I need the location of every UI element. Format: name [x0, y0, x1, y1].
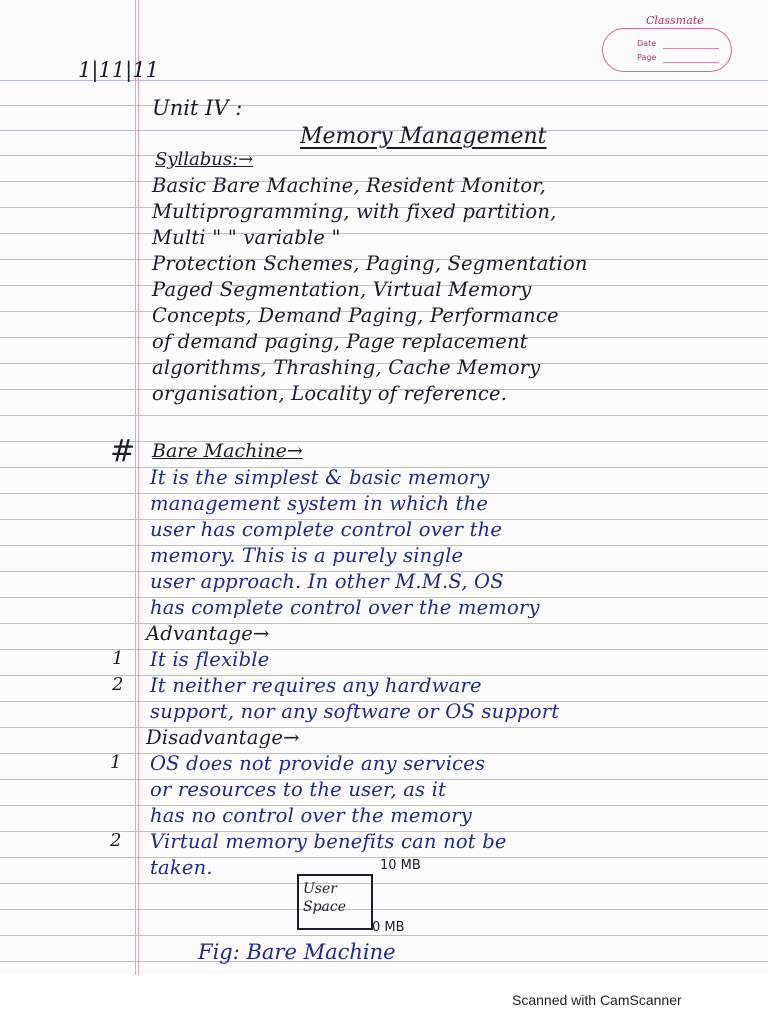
ruled-line: [0, 415, 768, 416]
page-line: [663, 62, 719, 63]
user-space-label-line1: User: [303, 881, 337, 897]
advantage-line: support, nor any software or OS support: [150, 700, 560, 723]
figure-caption: Fig: Bare Machine: [198, 940, 396, 964]
page-title: Memory Management: [300, 124, 547, 149]
body-line: management system in which the: [150, 492, 489, 515]
advantage-line: It neither requires any hardware: [150, 674, 482, 697]
user-space-label-line2: Space: [303, 899, 347, 915]
syllabus-line: Protection Schemes, Paging, Segmentation: [152, 252, 588, 275]
disadvantage-line: OS does not provide any services: [150, 752, 486, 775]
syllabus-line: Multi " " variable ": [152, 226, 341, 249]
disadvantage-heading: Disadvantage→: [146, 726, 300, 749]
ruled-line: [0, 727, 768, 728]
disadvantage-number: 2: [110, 830, 122, 851]
body-line: memory. This is a purely single: [150, 544, 464, 567]
ruled-line: [0, 105, 768, 106]
date-page-stamp: [602, 28, 732, 72]
date-line: [663, 48, 719, 49]
ruled-line: [0, 155, 768, 156]
advantage-heading: Advantage→: [146, 622, 270, 645]
syllabus-line: of demand paging, Page replacement: [152, 330, 528, 353]
written-date: 1|11|11: [78, 58, 159, 82]
advantage-number: 2: [112, 674, 124, 695]
body-line: has complete control over the memory: [150, 596, 540, 619]
section-heading: Bare Machine→: [152, 440, 303, 462]
notebook-brand: Classmate: [646, 14, 704, 27]
memory-top-mark: 10 MB: [380, 858, 421, 873]
ruled-line: [0, 909, 768, 910]
disadvantage-number: 1: [110, 752, 122, 773]
body-line: It is the simplest & basic memory: [150, 466, 490, 489]
syllabus-line: Concepts, Demand Paging, Performance: [152, 304, 559, 327]
scanner-watermark: Scanned with CamScanner: [512, 992, 682, 1008]
page-label: Page: [637, 53, 657, 62]
disadvantage-line: Virtual memory benefits can not be: [150, 830, 507, 853]
ruled-line: [0, 233, 768, 234]
user-space-label: [303, 880, 346, 916]
body-line: user has complete control over the: [150, 518, 503, 541]
margin-line: [135, 0, 136, 975]
advantage-line: It is flexible: [150, 648, 270, 671]
ruled-line: [0, 883, 768, 884]
syllabus-line: Paged Segmentation, Virtual Memory: [152, 278, 532, 301]
hash-mark: #: [110, 434, 136, 469]
disadvantage-line: taken.: [150, 856, 213, 879]
unit-label: Unit IV :: [152, 96, 243, 120]
date-label: Date: [637, 39, 657, 48]
syllabus-line: algorithms, Thrashing, Cache Memory: [152, 356, 541, 379]
memory-bottom-mark: 0 MB: [372, 920, 405, 935]
ruled-line: [0, 935, 768, 936]
syllabus-heading: Syllabus:→: [155, 149, 254, 170]
syllabus-line: Multiprogramming, with fixed partition,: [152, 200, 557, 223]
advantage-number: 1: [112, 648, 124, 669]
margin-line: [138, 0, 139, 975]
disadvantage-line: or resources to the user, as it: [150, 778, 447, 801]
syllabus-line: Basic Bare Machine, Resident Monitor,: [152, 174, 547, 197]
disadvantage-line: has no control over the memory: [150, 804, 472, 827]
body-line: user approach. In other M.M.S, OS: [150, 570, 504, 593]
ruled-line: [0, 623, 768, 624]
syllabus-line: organisation, Locality of reference.: [152, 382, 508, 405]
